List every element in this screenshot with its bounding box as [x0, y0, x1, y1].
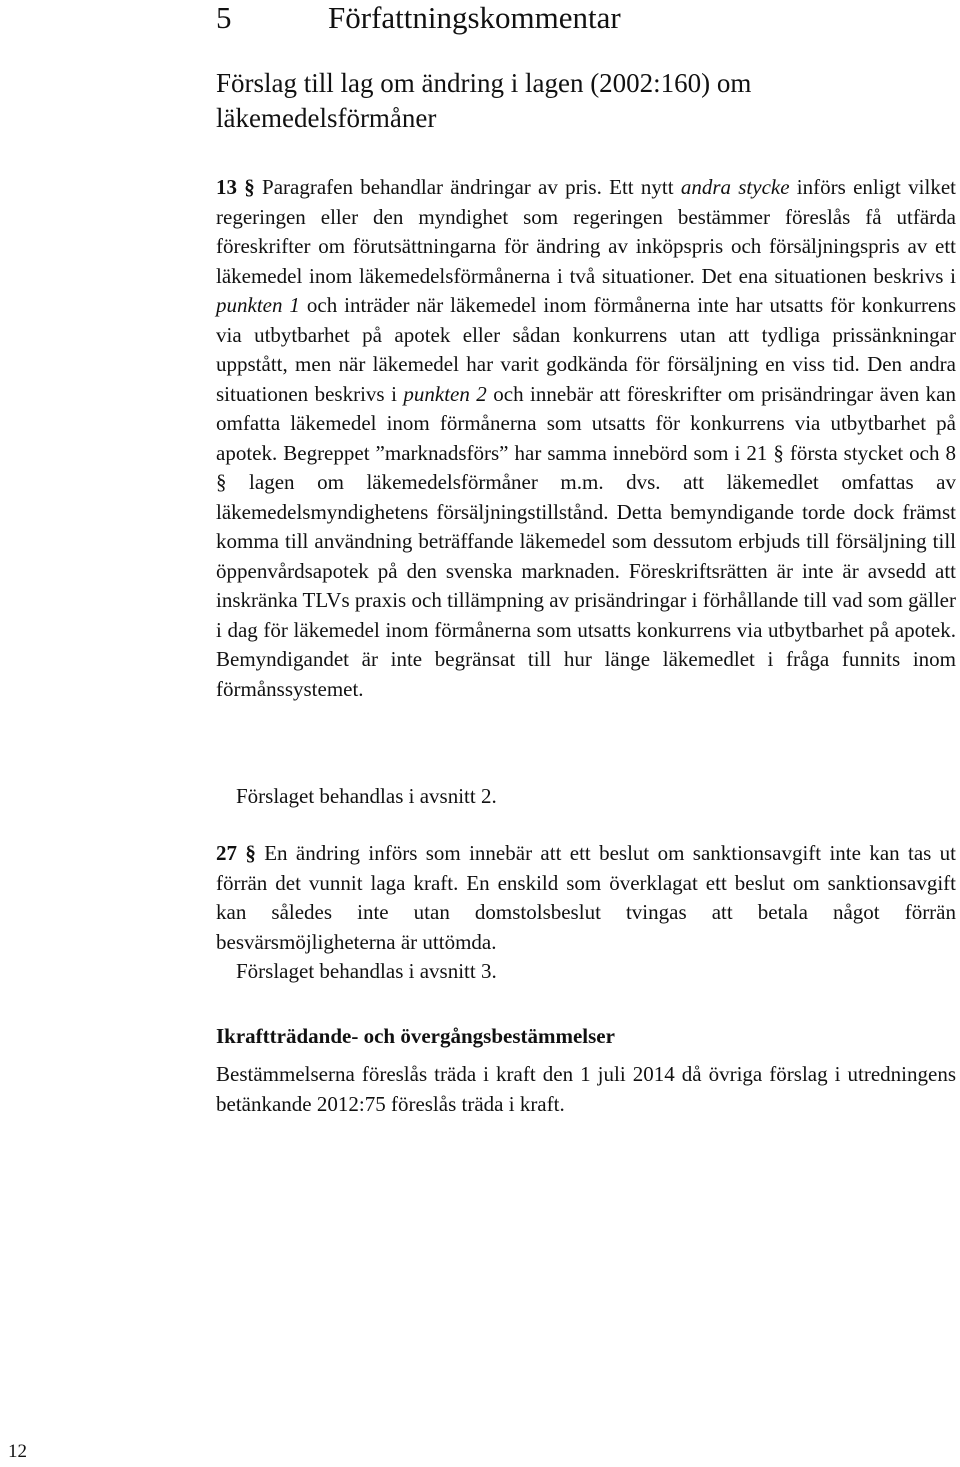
section-27-text: En ändring införs som innebär att ett beslut om sanktionsavgift inte kan tas ut förrän det vunnit laga kraft. En enskild som överklagat ett beslut om sanktionsavgift kan således inte utan domstolsbeslut tvingas att betala något förrän besvärsmöjligheterna är uttömda.: [216, 841, 956, 954]
section-27-number: 27 §: [216, 841, 256, 865]
section-13-text-2: införs enligt vilket regeringen eller den myndighet som regeringen bestämmer föreslås få utfärda föreskrifter om förutsättningarna för ändring av inköpspris och försäljningspris av ett läkemedel inom läkemedelsförmånerna i två situationer. Det ena situationen beskrivs i: [216, 175, 956, 288]
section-13-comment: [216, 173, 956, 704]
chapter-heading: [216, 0, 621, 36]
transitional-heading: Ikraftträdande- och övergångsbestämmelser: [216, 1024, 615, 1048]
section-13-italic-3: punkten 2: [403, 381, 487, 406]
section-13-italic-1: andra stycke: [680, 175, 790, 199]
section-27-comment: [216, 839, 956, 957]
section-13-reference-note: Förslaget behandlas i avsnitt 2.: [236, 784, 497, 808]
chapter-title: Författningskommentar: [328, 0, 621, 35]
section-27-reference-note: Förslaget behandlas i avsnitt 3.: [236, 959, 497, 983]
transitional-text: Bestämmelserna föreslås träda i kraft den 1 juli 2014 då övriga förslag i utredningens betänkande 2012:75 föreslås träda i kraft.: [216, 1062, 956, 1116]
section-13-text-4: och innebär att föreskrifter om prisändringar även kan omfatta läkemedel inom förmånerna som utsatts för konkurrens via utbytbarhet på apotek. Begreppet ”marknadsförs” har samma innebörd som i 21 § första stycket och 8 § lagen om läkemedelsförmåner m.m. dvs. att läkemedlet omfattas av läkemedelsmyndighetens försäljningstillstånd. Detta bemyndigande torde dock främst komma till användning beträffande läkemedel som dessutom erbjuds till försäljning till öppenvårdsapotek på den svenska marknaden. Föreskriftsrätten är inte är avsedd att inskränka TLVs praxis och tillämpning av prisändringar i förhållande till vad som gäller i dag för läkemedel inom förmånerna som utsatts konkurrens via utbytbarhet på apotek. Bemyndigandet är inte begränsat till hur länge läkemedlet i fråga funnits inom förmånssystemet.: [216, 381, 956, 701]
section-13-text-3: och inträder när läkemedel inom förmånerna inte har utsatts för konkurrens via utbytbarhet på apotek eller sådan konkurrens utan att tydliga prissänkningar uppstått, men när läkemedel har varit godkända för försäljning en viss tid. Den andra situationen beskrivs i: [216, 293, 956, 406]
section-13-text-1: Paragrafen behandlar ändringar av pris. Ett nytt: [254, 175, 681, 199]
page-number: 12: [8, 1441, 27, 1462]
chapter-number: 5: [216, 0, 232, 35]
bill-title: Förslag till lag om ändring i lagen (2002:160) om läkemedelsförmåner: [216, 68, 752, 133]
section-13-italic-2: punkten 1: [216, 293, 300, 317]
section-13-number: 13 §: [216, 175, 255, 199]
